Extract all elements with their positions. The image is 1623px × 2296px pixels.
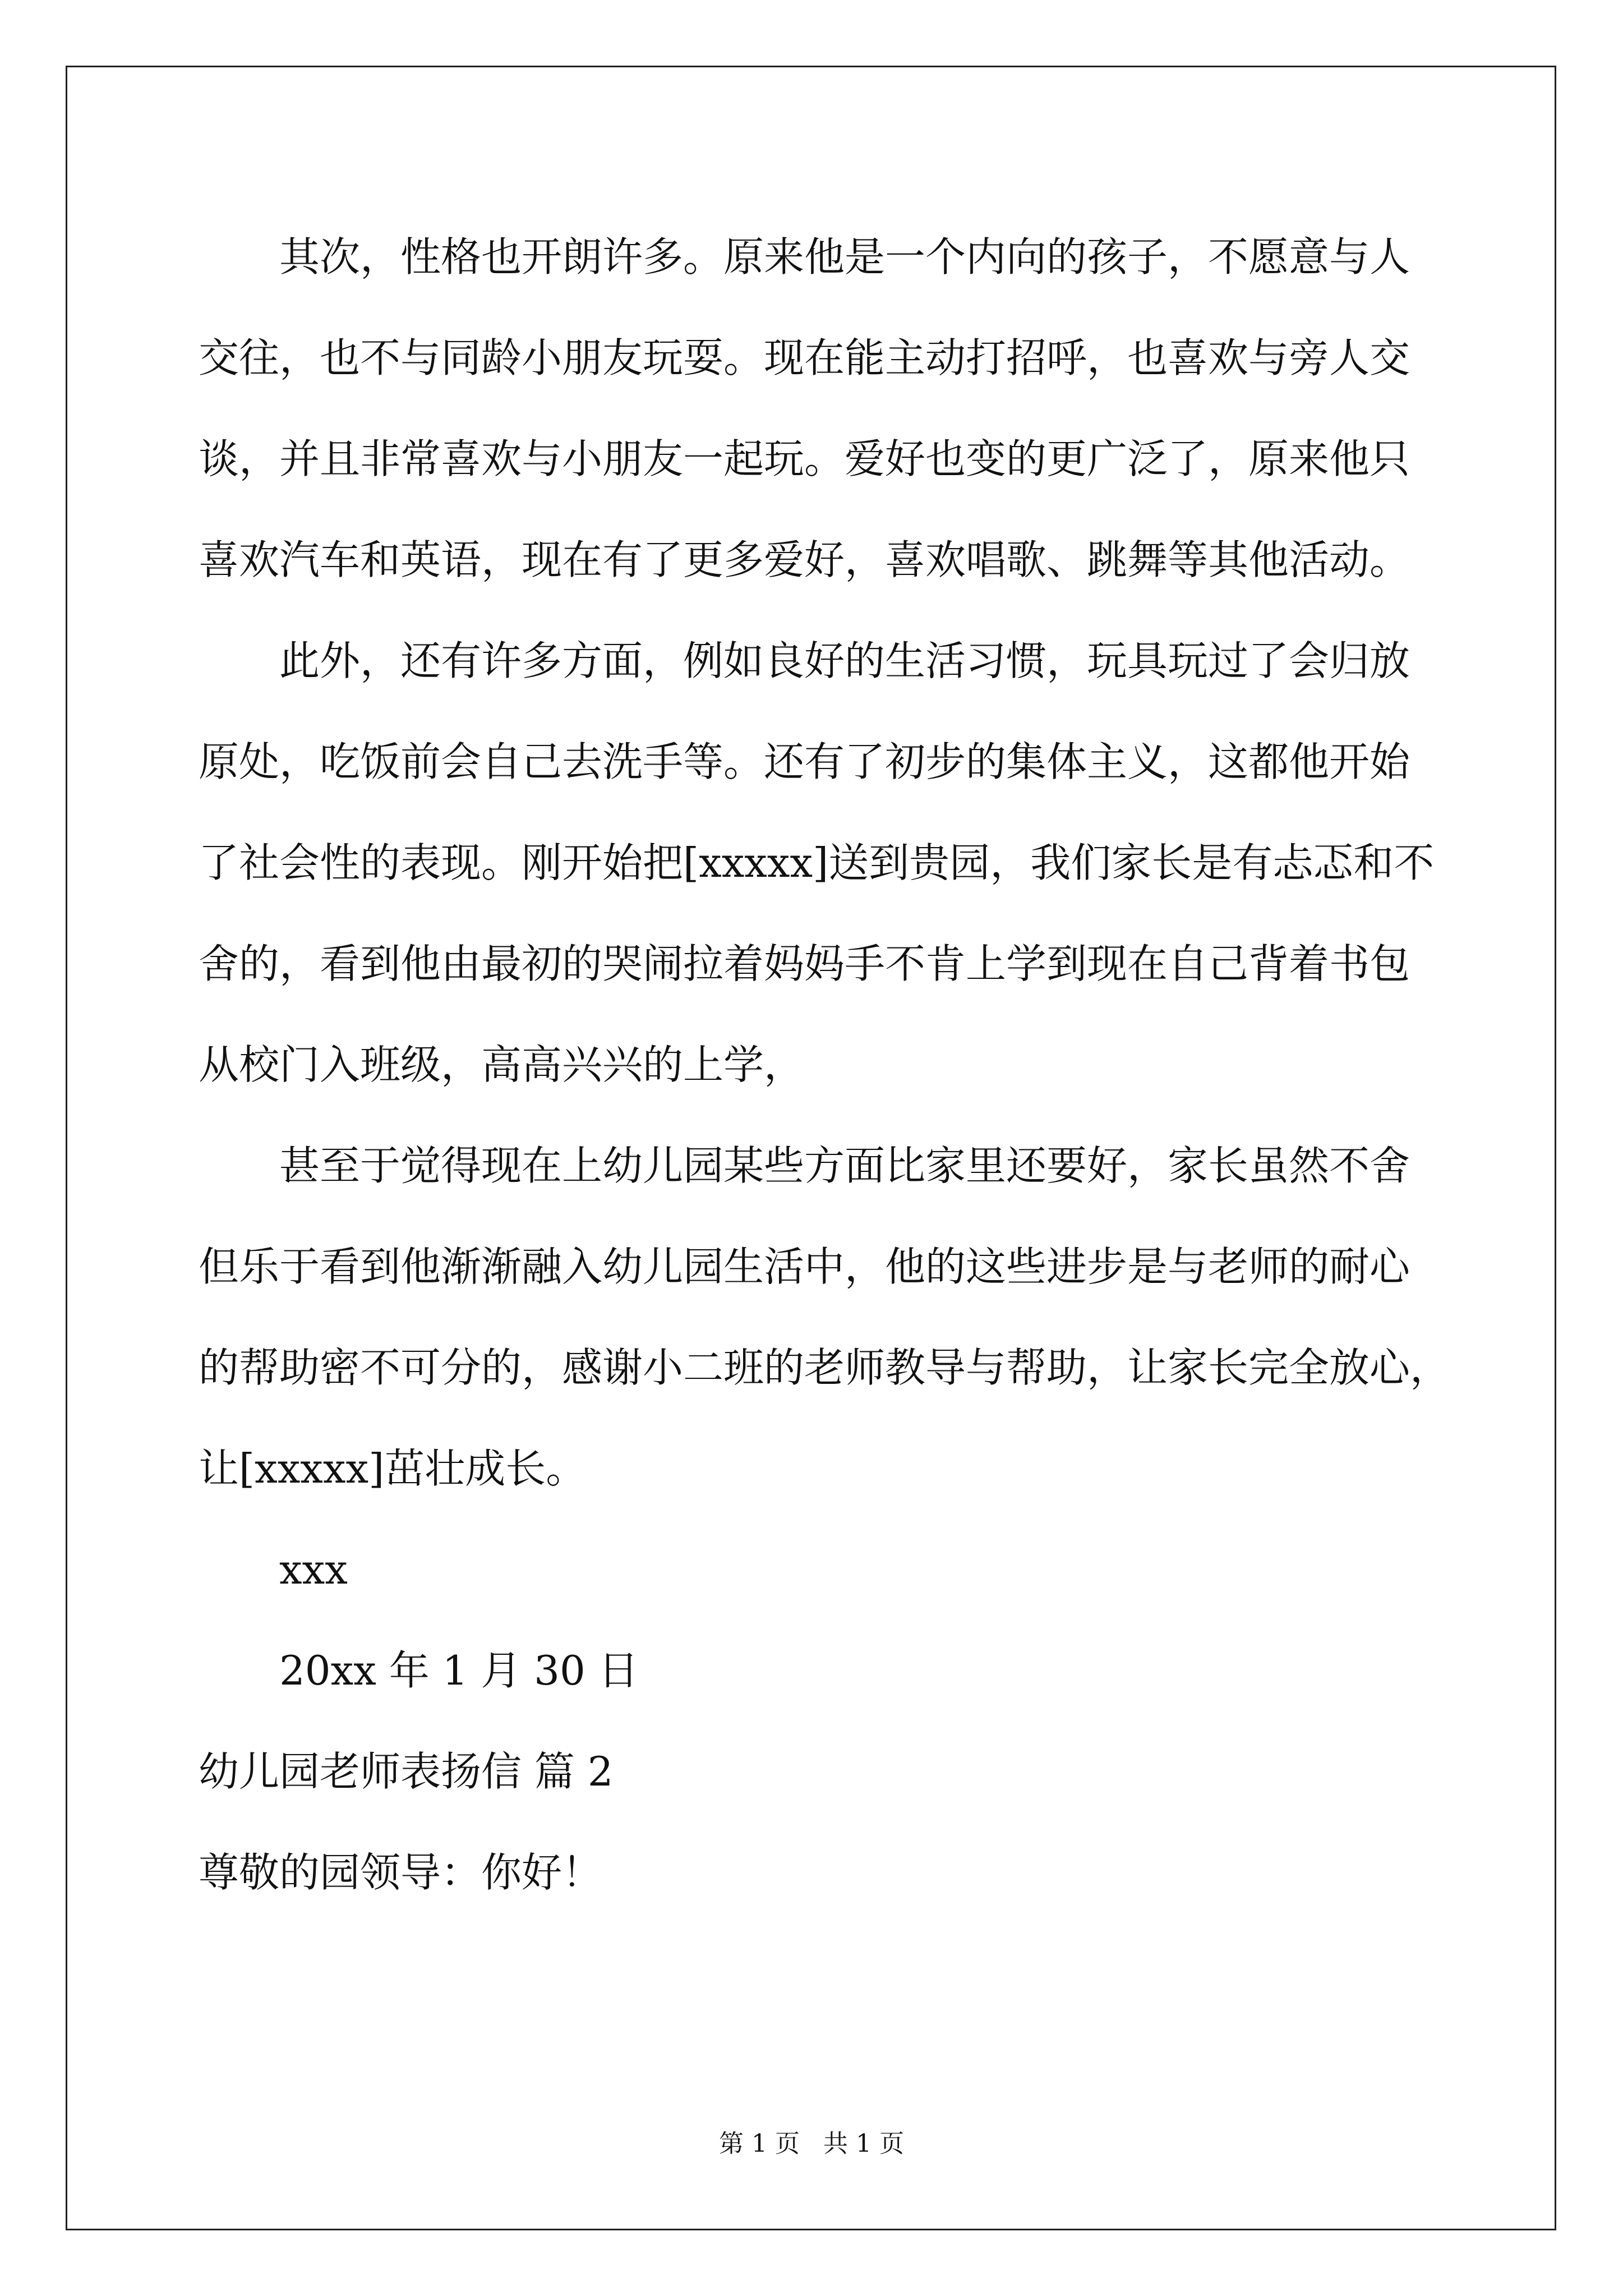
text-line: 但乐于看到他渐渐融入幼儿园生活中，他的这些进步是与老师的耐心 bbox=[199, 1243, 1410, 1290]
text-line: 让[xxxxx]茁壮成长。 bbox=[199, 1445, 587, 1492]
salutation: 尊敬的园领导：你好！ bbox=[199, 1849, 603, 1896]
text-line: 的帮助密不可分的，感谢小二班的老师教导与帮助，让家长完全放心， bbox=[199, 1344, 1451, 1391]
page-footer bbox=[0, 2123, 1623, 2159]
text-line: 甚至于觉得现在上幼儿园某些方面比家里还要好，家长虽然不舍 bbox=[279, 1142, 1410, 1189]
date-line: 20xx 年 1 月 30 日 bbox=[279, 1647, 639, 1694]
text-line: 原处，吃饭前会自己去洗手等。还有了初步的集体主义，这都他开始 bbox=[199, 738, 1410, 785]
text-line: 了社会性的表现。刚开始把[xxxxx]送到贵园，我们家长是有忐忑和不 bbox=[199, 839, 1435, 886]
text-line: 从校门入班级，高高兴兴的上学， bbox=[199, 1041, 805, 1088]
text-line: 交往，也不与同龄小朋友玩耍。现在能主动打招呼，也喜欢与旁人交 bbox=[199, 334, 1410, 381]
text-line: 喜欢汽车和英语，现在有了更多爱好，喜欢唱歌、跳舞等其他活动。 bbox=[199, 536, 1410, 583]
text-line: 此外，还有许多方面，例如良好的生活习惯，玩具玩过了会归放 bbox=[279, 637, 1410, 684]
text-line: 舍的，看到他由最初的哭闹拉着妈妈手不肯上学到现在自己背着书包 bbox=[199, 940, 1410, 987]
text-line: 谈，并且非常喜欢与小朋友一起玩。爱好也变的更广泛了，原来他只 bbox=[199, 435, 1410, 482]
signature: xxx bbox=[279, 1546, 348, 1593]
text-line: 其次，性格也开朗许多。原来他是一个内向的孩子，不愿意与人 bbox=[279, 233, 1410, 280]
section-heading: 幼儿园老师表扬信 篇 2 bbox=[199, 1748, 614, 1795]
page-total: 共 1 页 bbox=[823, 2129, 904, 2158]
page-number: 第 1 页 bbox=[719, 2129, 800, 2158]
document-body bbox=[199, 206, 1455, 1923]
